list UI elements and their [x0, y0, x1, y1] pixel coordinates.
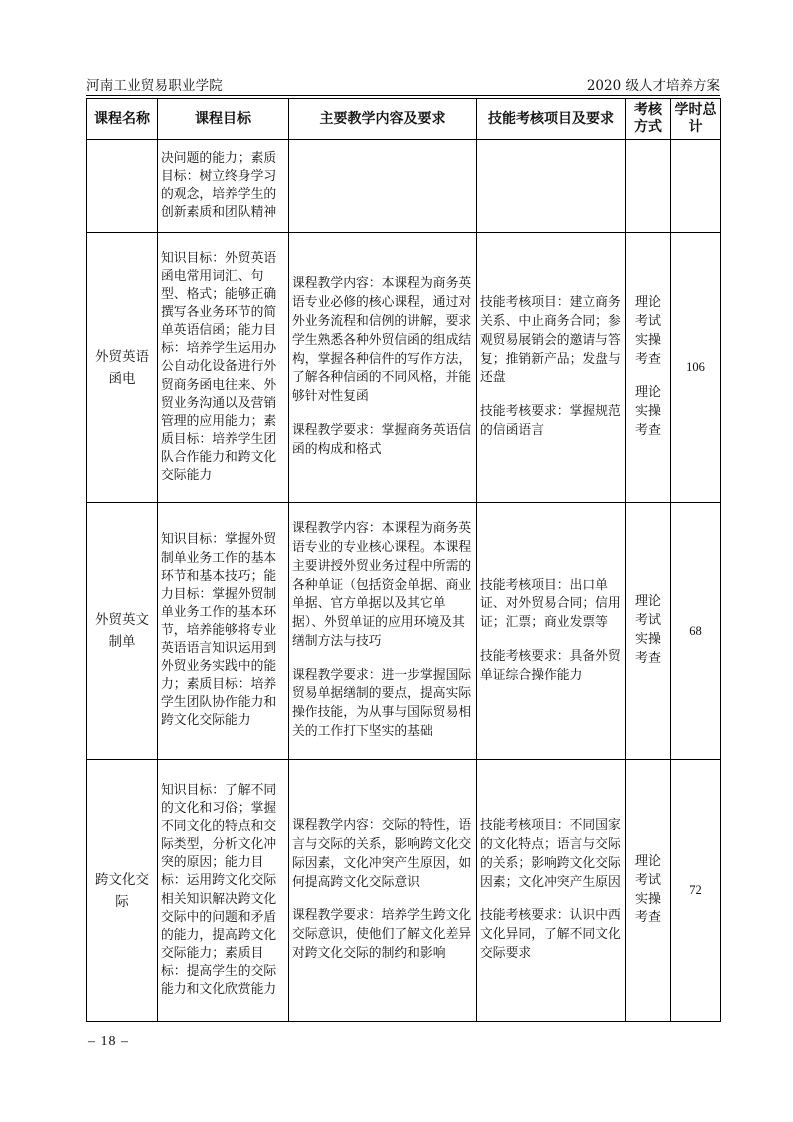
table-row — [87, 760, 721, 1022]
course-goals-cell: 决问题的能力；素质目标：树立终身学习的观念，培养学生的创新素质和团队精神 — [158, 140, 289, 233]
exam-method-cell — [626, 760, 671, 1022]
skill-items: 技能考核项目：出口单证、对外贸易合同；信用证；汇票；商业发票等 — [480, 577, 621, 631]
table-row — [87, 503, 721, 760]
total-hours-cell: 106 — [671, 233, 721, 503]
skill-items: 技能考核项目：不同国家的文化特点；语言与交际的关系；影响跨文化交际因素；文化冲突产生原因 — [480, 818, 621, 890]
content-intro: 课程教学内容：交际的特性，语言与交际的关系，影响跨文化交际因素，文化冲突产生原因，如何提高跨文化交际意识 — [292, 818, 472, 890]
course-name-cell — [87, 140, 158, 233]
course-name-cell: 外贸英语函电 — [87, 233, 158, 503]
total-hours-cell: 72 — [671, 760, 721, 1022]
total-hours-cell: 68 — [671, 503, 721, 760]
teaching-content-cell — [289, 233, 477, 503]
exam-method-secondary: 理论实操考查 — [634, 385, 661, 438]
content-requirements: 课程教学要求：培养学生跨文化交际意识，使他们了解文化差异对跨文化交际的制约和影响 — [292, 908, 472, 961]
course-table — [86, 98, 721, 1022]
course-goals-cell: 知识目标：外贸英语函电常用词汇、句型、格式；能够正确撰写各业务环节的简单英语信函；能力目标：培养学生运用办公自动化设备进行外贸商务函电往来、外贸业务沟通以及营销管理的应用能力；素质目标：培养学生团队合作能力和跨文化交际能力 — [158, 233, 289, 503]
exam-method-cell — [626, 140, 671, 233]
column-header-teaching-content: 主要教学内容及要求 — [289, 99, 477, 140]
column-header-exam-method: 考核方式 — [626, 99, 671, 140]
skill-items: 技能考核项目：建立商务关系、中止商务合同；参观贸易展销会的邀请与答复；推销新产品；发盘与还盘 — [480, 295, 621, 386]
column-header-skill-assessment: 技能考核项目及要求 — [477, 99, 626, 140]
exam-method-primary: 理论考试实操考查 — [634, 594, 661, 666]
column-header-course-goals: 课程目标 — [158, 99, 289, 140]
course-goals-cell: 知识目标：了解不同的文化和习俗；掌握不同文化的特点和交际类型，分析文化冲突的原因；能力目标：运用跨文化交际相关知识解决跨文化交际中的问题和矛盾的能力，提高跨文化交际能力；素质目标：提高学生的交际能力和文化欣赏能力 — [158, 760, 289, 1022]
table-header-row — [87, 99, 721, 140]
skill-assessment-cell — [477, 503, 626, 760]
content-requirements: 课程教学要求：掌握商务英语信函的构成和格式 — [292, 422, 472, 457]
table-row — [87, 140, 721, 233]
page-header — [86, 74, 720, 92]
skill-requirements: 技能考核要求：掌握规范的信函语言 — [480, 404, 621, 438]
exam-method-cell — [626, 503, 671, 760]
course-name-cell: 跨文化交际 — [87, 760, 158, 1022]
total-hours-cell — [671, 140, 721, 233]
table-row — [87, 233, 721, 503]
document-title: 2020 级人才培养方案 — [586, 78, 720, 94]
exam-method-primary: 理论考试实操考查 — [634, 295, 661, 367]
institution-name: 河南工业贸易职业学院 — [86, 78, 223, 94]
teaching-content-cell — [289, 760, 477, 1022]
skill-assessment-cell — [477, 233, 626, 503]
content-intro: 课程教学内容：本课程为商务英语专业必修的核心课程，通过对外业务流程和信例的讲解，要求学生熟悉各种外贸信函的组成结构，掌握各种信件的写作方法，了解各种信函的不同风格，并能够针对性复函 — [292, 276, 472, 405]
teaching-content-cell — [289, 140, 477, 233]
page-number: – 18 – — [88, 1034, 129, 1049]
course-name-cell: 外贸英文制单 — [87, 503, 158, 760]
content-requirements: 课程教学要求：进一步掌握国际贸易单据缮制的要点，提高实际操作技能，为从事与国际贸易相关的工作打下坚实的基础 — [292, 667, 472, 740]
content-intro: 课程教学内容：本课程为商务英语专业的专业核心课程。本课程主要讲授外贸业务过程中所需的各种单证（包括资金单据、商业单据、官方单据以及其它单据）、外贸单证的应用环境及其缮制方法与技巧 — [292, 521, 472, 649]
exam-method-primary: 理论考试实操考查 — [634, 853, 661, 926]
teaching-content-cell — [289, 503, 477, 760]
column-header-total-hours: 学时总计 — [671, 99, 721, 140]
skill-requirements: 技能考核要求：具备外贸单证综合操作能力 — [480, 648, 621, 683]
skill-assessment-cell — [477, 760, 626, 1022]
exam-method-cell — [626, 233, 671, 503]
header-rule — [86, 95, 720, 96]
course-goals-cell: 知识目标：掌握外贸制单业务工作的基本环节和基本技巧；能力目标：掌握外贸制单业务工作的基本环节，培养能够将专业英语语言知识运用到外贸业务实践中的能力；素质目标：培养学生团队协作能力和跨文化交际能力 — [158, 503, 289, 760]
skill-requirements: 技能考核要求：认识中西文化异同，了解不同文化交际要求 — [480, 908, 621, 961]
column-header-course-name: 课程名称 — [87, 99, 158, 140]
skill-assessment-cell — [477, 140, 626, 233]
